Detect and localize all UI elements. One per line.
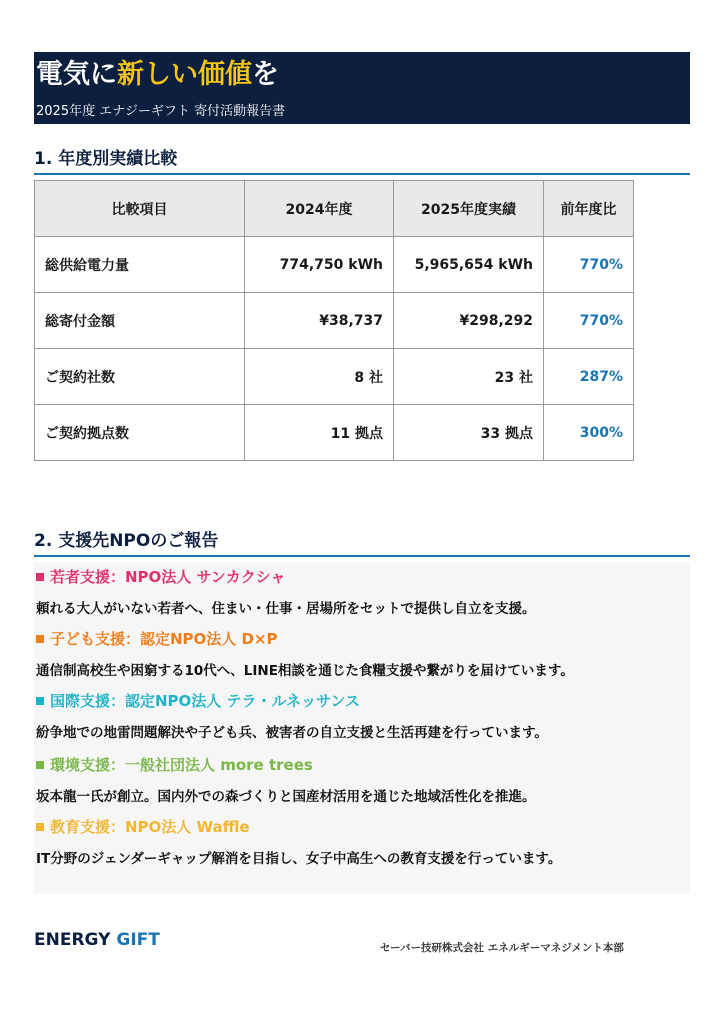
organization-name: セーバー技研株式会社 エネルギーマネジメント本部: [380, 942, 624, 954]
section1-heading: 1. 年度別実績比較: [34, 144, 690, 175]
row-item: ご契約拠点数: [35, 405, 245, 461]
npo-description: 通信制高校生や困窮する10代へ、LINE相談を通じた食糧支援や繋がりを届けています。: [36, 663, 574, 679]
npo-title: [36, 754, 536, 775]
header-2024: 2024年度: [245, 181, 394, 237]
square-bullet-icon: [36, 823, 44, 831]
npo-item: [36, 566, 536, 617]
npo-list: [34, 562, 690, 894]
title-part1: 電気に: [36, 59, 117, 90]
row-ratio: 300%: [544, 405, 634, 461]
npo-item: [36, 628, 574, 679]
square-bullet-icon: [36, 761, 44, 769]
row-item: 総供給電力量: [35, 237, 245, 293]
npo-description: 頼れる大人がいない若者へ、住まい・仕事・居場所をセットで提供し自立を支援。: [36, 601, 536, 617]
square-bullet-icon: [36, 635, 44, 643]
npo-title-text: 子ども支援：認定NPO法人 D×P: [50, 630, 278, 648]
row-2025: 23 社: [394, 349, 544, 405]
npo-title: [36, 628, 574, 649]
section2-heading: 2. 支援先NPOのご報告: [34, 526, 690, 557]
square-bullet-icon: [36, 697, 44, 705]
row-2024: ¥38,737: [245, 293, 394, 349]
row-2024: 774,750 kWh: [245, 237, 394, 293]
table-row: [35, 405, 634, 461]
npo-title: [36, 566, 536, 587]
row-2025: 33 拠点: [394, 405, 544, 461]
row-item: 総寄付金額: [35, 293, 245, 349]
npo-description: 紛争地での地雷問題解決や子ども兵、被害者の自立支援と生活再建を行っています。: [36, 725, 548, 741]
table-row: [35, 237, 634, 293]
npo-item: [36, 816, 561, 867]
row-2025: 5,965,654 kWh: [394, 237, 544, 293]
npo-description: IT分野のジェンダーギャップ解消を目指し、女子中高生への教育支援を行っています。: [36, 851, 562, 867]
row-ratio: 287%: [544, 349, 634, 405]
header-2025: 2025年度実績: [394, 181, 544, 237]
npo-title-text: 環境支援：一般社団法人 more trees: [50, 756, 313, 774]
page-subtitle: 2025年度 エナジーギフト 寄付活動報告書: [36, 104, 286, 119]
table-row: [35, 349, 634, 405]
row-2024: 11 拠点: [245, 405, 394, 461]
npo-title-text: 国際支援：認定NPO法人 テラ・ルネッサンス: [50, 692, 360, 710]
brand-part1: ENERGY: [34, 930, 111, 950]
table-header-row: [35, 181, 634, 237]
page-title: [36, 52, 279, 91]
npo-description: 坂本龍一氏が創立。国内外での森づくりと国産材活用を通じた地域活性化を推進。: [36, 789, 536, 805]
brand-logo: [34, 930, 160, 950]
npo-title: [36, 816, 561, 837]
title-part2: を: [252, 59, 279, 90]
npo-title-text: 教育支援：NPO法人 Waffle: [50, 818, 250, 836]
title-highlight: 新しい価値: [117, 59, 252, 90]
brand-part2: GIFT: [116, 930, 160, 950]
row-ratio: 770%: [544, 237, 634, 293]
npo-item: [36, 690, 548, 741]
npo-title: [36, 690, 548, 711]
row-2025: ¥298,292: [394, 293, 544, 349]
row-ratio: 770%: [544, 293, 634, 349]
row-item: ご契約社数: [35, 349, 245, 405]
npo-item: [36, 754, 536, 805]
header-ratio: 前年度比: [544, 181, 634, 237]
row-2024: 8 社: [245, 349, 394, 405]
header-banner: [34, 52, 690, 124]
npo-title-text: 若者支援：NPO法人 サンカクシャ: [50, 568, 286, 586]
table-row: [35, 293, 634, 349]
square-bullet-icon: [36, 573, 44, 581]
comparison-table: [34, 180, 634, 461]
header-item: 比較項目: [35, 181, 245, 237]
